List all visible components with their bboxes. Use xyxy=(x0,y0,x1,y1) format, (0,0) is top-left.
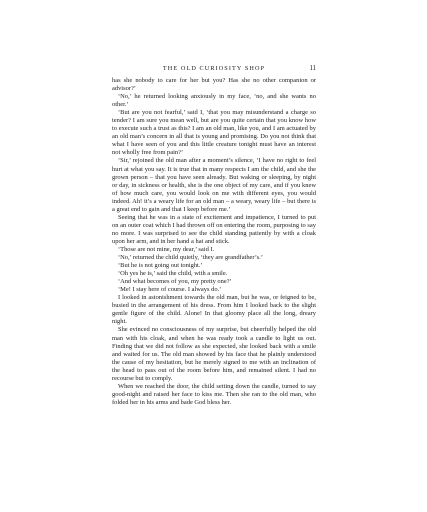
paragraph: When we reached the door, the child setting down the candle, turned to say good-night and raised her face to kiss me. Then she ran to the old man, who folded her in his arms and bade God bless her. xyxy=(112,382,316,406)
body-text xyxy=(112,77,316,407)
paragraph: ‘And what becomes of you, my pretty one?’ xyxy=(118,278,232,286)
paragraph: ‘No,’ returned the child quietly, ‘they are grandfather’s.’ xyxy=(118,254,263,262)
page-number: 11 xyxy=(309,65,316,72)
paragraph: ‘Sir,’ rejoined the old man after a moment’s silence, ‘I have no right to feel hurt at what you say. It is true that in many respects I am the child, and she the grown person – that you have seen already. But waking or sleeping, by night or day, in sickness or health, she is the one object of my care, and if you knew of how much care, you would look on me with different eyes, you would indeed. Ah! it’s a weary life for an old man – a weary, weary life – but there is a great end to gain and that I keep before me.’ xyxy=(112,157,316,213)
paragraph: ‘No,’ he returned looking anxiously in my face, ‘no, and she wants no other.’ xyxy=(112,93,316,109)
paragraph: ‘Me! I stay here of course. I always do.’ xyxy=(118,286,222,294)
paragraph: ‘Oh yes he is,’ said the child, with a smile. xyxy=(118,270,228,278)
paragraph: ‘But he is not going out tonight.’ xyxy=(118,262,203,270)
paragraph: Seeing that he was in a state of excitement and impatience, I turned to put on an outer coat which I had thrown off on entering the room, purposing to say no more. I was surprised to see the child standing patiently by with a cloak upon her arm, and in her hand a hat and stick. xyxy=(112,213,316,245)
running-title: THE OLD CURIOSITY SHOP xyxy=(162,65,266,72)
paragraph: She evinced no consciousness of my surprise, but cheerfully helped the old man with his cloak, and when he was ready took a candle to light us out. Finding that we did not follow as she expected, she looked back with a smile and waited for us. The old man showed by his face that he plainly understood the cause of my hesitation, but he merely signed to me with an inclination of the head to pass out of the room before him, and remained silent. I had no recourse but to comply. xyxy=(112,326,316,382)
paragraph: ‘Those are not mine, my dear,’ said I. xyxy=(118,245,215,253)
paragraph: has she nobody to care for her but you? Has she no other companion or advisor?’ xyxy=(112,77,316,93)
paragraph: ‘But are you not fearful,’ said I, ‘that you may misunderstand a charge so tender? I am sure you mean well, but are you quite certain that you know how to execute such a trust as this? I am an old man, like you, and I am actuated by an old man’s concern in all that is young and promising. Do you not think that what I have seen of you and this little creature tonight must have an interest not wholly free from pain?’ xyxy=(112,109,316,157)
paragraph: I looked in astonishment towards the old man, but he was, or feigned to be, busied in the arrangement of his dress. From him I looked back to the slight gentle figure of the child. Alone! In that gloomy place all the long, dreary night. xyxy=(112,294,316,326)
running-head xyxy=(112,65,316,75)
